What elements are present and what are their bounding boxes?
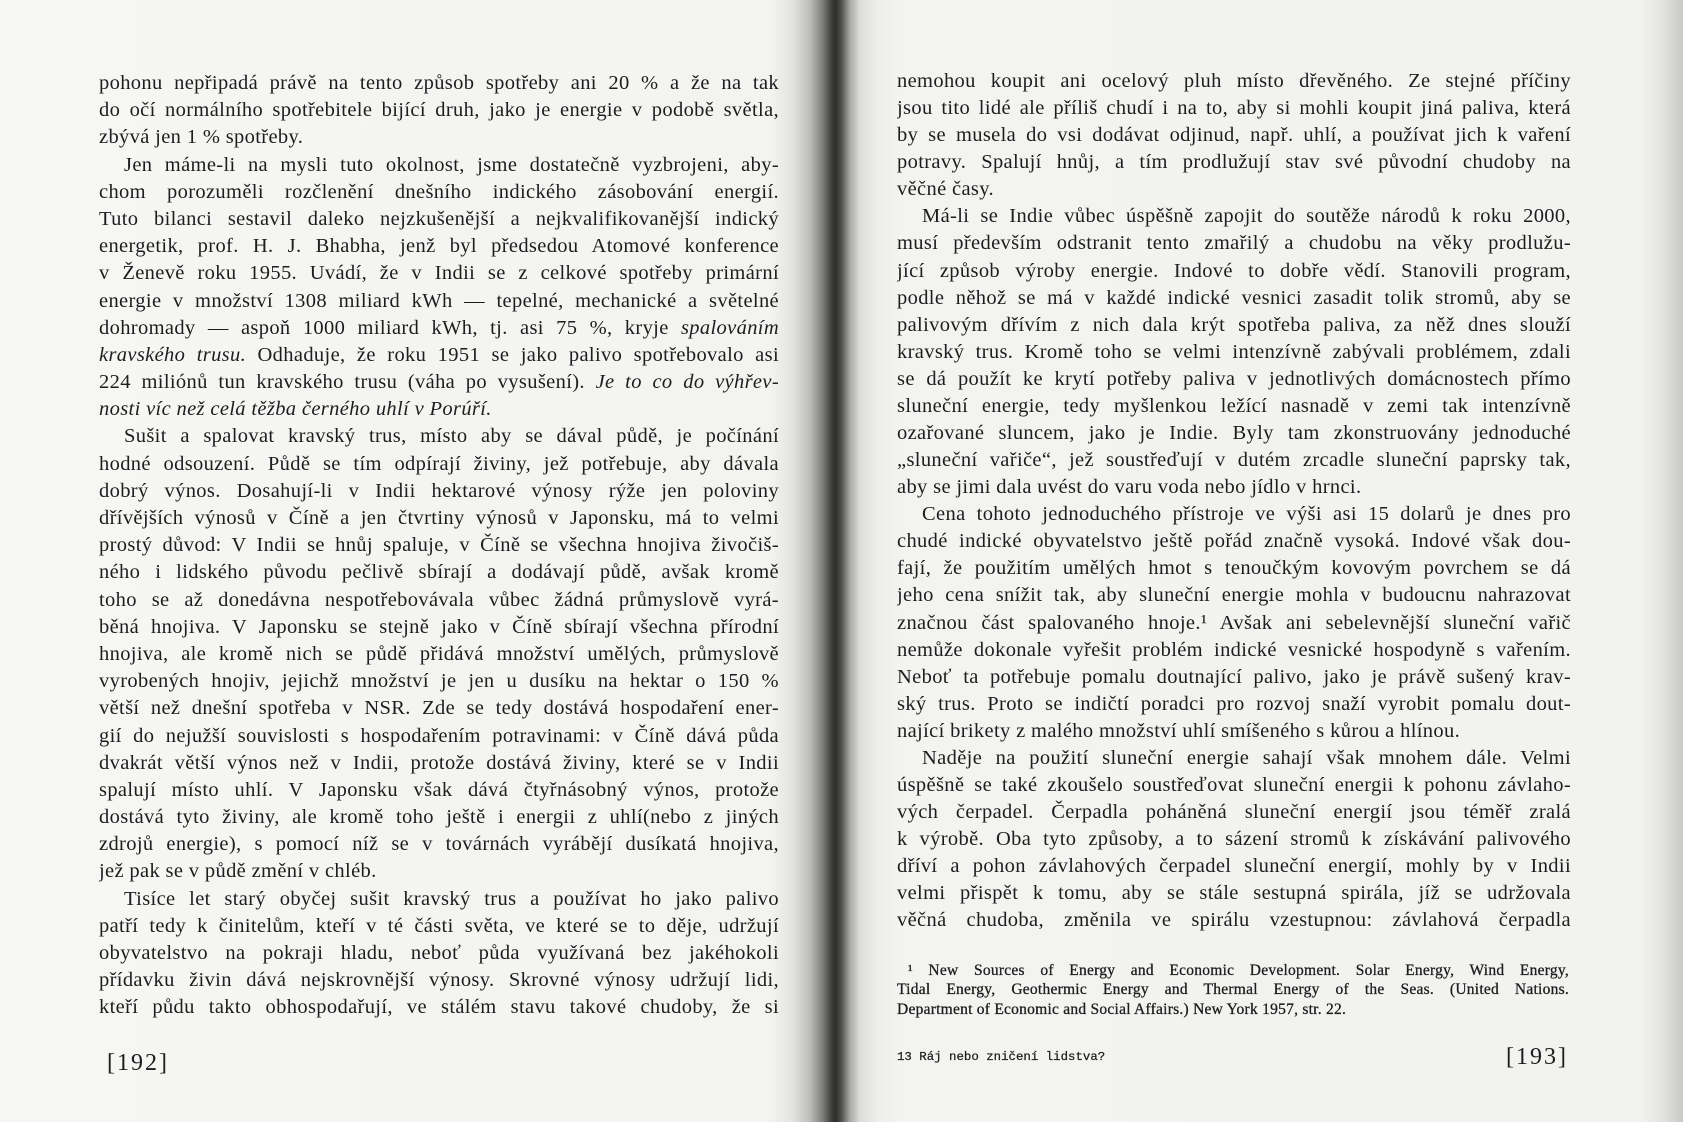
text-line	[99, 342, 779, 369]
italic-text-segment: kravského trusu.	[99, 343, 247, 366]
text-line: věčné časy.	[897, 178, 994, 201]
text-line: prostý důvod: V Indii se hnůj spaluje, v Číně se všechna hnojiva živočiš-	[99, 534, 779, 557]
text-line: pohonu nepřipadá právě na tento způsob spotřeby ani 20 % a že na tak	[99, 72, 779, 94]
text-line: jsou tito lidé ale příliš chudí i na to, aby si mohli koupit jiná paliva, která	[897, 97, 1571, 120]
page-number: [192]	[107, 1050, 169, 1076]
text-line: do očí normálního spotřebitele bijící druh, jako je energie v podobě světla,	[99, 99, 779, 122]
text-line: velmi přispět k tomu, aby se stále sestupná spirála, jíž se udržovala	[897, 882, 1571, 905]
text-segment: Odhaduje, že roku 1951 se jako palivo spotřebovalo asi	[246, 343, 779, 366]
text-line: přídavku živin dává nejskrovnější výnosy. Skrovné výnosy udržují lidi,	[99, 969, 779, 992]
italic-text-line: nosti víc než celá těžba černého uhlí v Porúří.	[99, 398, 492, 421]
page-number: [193]	[1506, 1044, 1568, 1070]
text-line: značnou část spalovaného hnoje.¹ Avšak ani sebelevnější sluneční vařič	[897, 611, 1571, 634]
text-line: hodné odsouzení. Půdě se tím odpírají živiny, jež potřebuje, aby dávala	[99, 452, 779, 475]
text-line: úspěšně se také zkoušelo soustřeďovat sluneční energii k pohonu závlaho-	[897, 774, 1571, 797]
text-line: gií do nejužší souvislosti s hospodařením potravinami: v Číně dává půda	[99, 724, 779, 747]
text-line: kravský trus. Kromě toho se velmi intenzívně zabývali problémem, zdali	[897, 340, 1571, 363]
text-line: obyvatelstvo na pokraji hladu, neboť půda využívaná bez jakéhokoli	[99, 942, 779, 964]
text-line: Jen máme-li na mysli tuto okolnost, jsme dostatečně vyzbrojeni, aby-	[124, 153, 779, 176]
text-line: vyrobených hnojiv, jejichž množství je jen u dusíku na hektar o 150 %	[99, 670, 779, 693]
text-line: potravy. Spalují hnůj, a tím prodlužují stav své původní chudoby na	[897, 151, 1571, 174]
text-line: Má-li se Indie vůbec úspěšně zapojit do soutěže národů k roku 2000,	[922, 205, 1571, 228]
text-line: nající brikety z malého množství uhlí smíšeného s kůrou a hlínou.	[897, 719, 1461, 742]
text-line: palivovým dřívím z nich dala krýt spotřeba paliva, za něž dnes slouží	[897, 313, 1571, 336]
text-line: sluneční energie, tedy myšlenkou ležící nasnadě v zemi tak intenzívně	[897, 394, 1571, 417]
text-line: se dá použít ke krytí potřeby paliva v jednotlivých domácnostech přímo	[897, 367, 1571, 390]
text-line: by se musela do vsi dodávat odjinud, např. uhlí, a používat jich k vaření	[897, 124, 1571, 147]
footnote-line: ¹ New Sources of Energy and Economic Development. Solar Energy, Wind Energy,	[908, 962, 1569, 979]
text-segment: dohromady — aspoň 1000 miliard kWh, tj. asi 75 %, kryje	[99, 316, 681, 339]
footnote-line: Tidal Energy, Geothermic Energy and Thermal Energy of the Seas. (United Nations.	[897, 981, 1569, 999]
text-line: dříví a pohon závlahových čerpadel sluneční energií, mohly by v Indii	[897, 855, 1571, 878]
signature-footer: 13 Ráj nebo zničení lidstva?	[897, 1050, 1106, 1064]
text-line: větší než dnešní spotřeba v NSR. Zde se tedy dostává hospodaření ener-	[99, 697, 779, 720]
left-page-text	[99, 70, 779, 1022]
text-line: Tisíce let starý obyčej sušit kravský trus a používat ho jako palivo	[124, 887, 779, 910]
footnote-line: Department of Economic and Social Affairs.) New York 1957, str. 22.	[897, 1000, 1347, 1018]
text-line: patří tedy k činitelům, kteří v té části světa, ve které se to děje, udržují	[99, 914, 779, 937]
text-line: energie v množství 1308 miliard kWh — tepelné, mechanické a světelné	[99, 289, 779, 312]
text-line: běná hnojiva. V Japonsku se stejně jako v Číně sbírají všechna přírodní	[99, 615, 779, 638]
text-line: nemůže dokonale vyřešit problém indické vesnické hospodyně s vařením.	[897, 638, 1571, 661]
text-line: zbývá jen 1 % spotřeby.	[99, 126, 304, 149]
text-line: musí především odstranit tento zmařilý a chudobu na věky prodlužu-	[897, 232, 1571, 255]
text-line: vých čerpadel. Čerpadla poháněná sluneční energií jsou téměř zralá	[897, 801, 1571, 824]
text-line: Naděje na použití sluneční energie sahají však mnohem dále. Velmi	[922, 746, 1571, 769]
text-line: kteří půdu takto obhospodařují, ve stálém stavu takové chudoby, že si	[99, 996, 779, 1019]
italic-text-segment: Je to co do výhřev-	[595, 371, 779, 394]
text-line: Tuto bilanci sestavil daleko nejzkušenější a nejkvalifikovanější indický	[99, 207, 779, 230]
text-line: podle něhož se má v každé indické vesnici zasadit tolik stromů, aby se	[897, 286, 1571, 309]
text-line: toho se až donedávna nespotřebovávala vůbec žádná průmyslově vyrá-	[99, 588, 779, 611]
text-line: jící způsob výroby energie. Indové to dobře vědí. Stanovili program,	[897, 259, 1571, 282]
text-line: dostává tyto živiny, ale kromě toho ještě i energii z uhlí(nebo z jiných	[99, 806, 779, 829]
text-line: hnojiva, ale kromě nich se půdě přidává množství umělých, průmyslově	[99, 642, 779, 665]
text-line: dřívějších výnosů v Číně a jen čtvrtiny výnosů v Japonsku, má to velmi	[99, 507, 779, 529]
italic-text-segment: spalováním	[680, 316, 779, 339]
text-line: k výrobě. Oba tyto způsoby, a to sázení stromů k získávání palivového	[897, 828, 1571, 851]
text-line: zdrojů energie), s pomocí níž se v továrnách vyrábějí dusíkatá hnojiva,	[99, 833, 779, 856]
footnote	[897, 961, 1569, 1019]
text-line: ský trus. Proto se indičtí poradci pro rozvoj snaží vyrobit pomalu dout-	[897, 692, 1571, 715]
text-line: ozařované sluncem, jako je Indie. Byly tam zkonstruovány jednoduché	[897, 422, 1571, 445]
text-line: nemohou koupit ani ocelový pluh místo dřevěného. Ze stejné příčiny	[897, 70, 1571, 92]
text-line: dobrý výnos. Dosahují-li v Indii hektarové výnosy rýže jen poloviny	[99, 479, 779, 502]
text-line: jeho cena snížit tak, aby sluneční energie mohla v budoucnu nahrazovat	[897, 584, 1571, 607]
text-line: chudé indické obyvatelstvo ještě pořád značně vysoká. Indové však dou-	[897, 530, 1571, 553]
text-line: Cena tohoto jednoduchého přístroje ve výši asi 15 dolarů je dnes pro	[922, 503, 1571, 526]
text-line: „sluneční vařiče“, jež soustřeďují v dutém zrcadle sluneční paprsky tak,	[897, 449, 1571, 472]
text-line: fají, že použitím umělých hmot s tenoučkým kovovým povrchem se dá	[897, 557, 1571, 580]
text-line: jež pak se v půdě změní v chléb.	[99, 860, 377, 883]
right-page-text	[897, 68, 1571, 935]
text-line: Sušit a spalovat kravský trus, místo aby se dával půdě, je počínání	[124, 425, 779, 448]
text-line: dvakrát větší výnos než v Indii, protože dostává živiny, které se v Indii	[99, 751, 779, 774]
text-segment: 224 miliónů tun kravského trusu (váha po vysušení).	[99, 371, 596, 394]
text-line: spalují místo uhlí. V Japonsku však dává čtyřnásobný výnos, protože	[99, 778, 779, 801]
text-line	[99, 315, 779, 342]
text-line: v Ženevě roku 1955. Uvádí, že v Indii se z celkové spotřeby primární	[99, 262, 779, 285]
text-line: aby se jimi dala uvést do varu voda nebo jídlo v hrnci.	[897, 476, 1362, 499]
text-line: chom porozuměli rozčlenění dnešního indického zásobování energií.	[99, 180, 779, 203]
text-line: věčná chudoba, změnila ve spirálu vzestupnou: závlahová čerpadla	[897, 909, 1571, 932]
text-line	[99, 369, 779, 396]
text-line: Neboť ta potřebuje pomalu doutnající palivo, jako je právě sušený krav-	[897, 665, 1571, 688]
text-line: energetik, prof. H. J. Bhabha, jenž byl předsedou Atomové konference	[99, 235, 779, 258]
text-line: ného i lidského původu pečlivě sbírají a dodávají půdě, avšak kromě	[99, 561, 779, 584]
